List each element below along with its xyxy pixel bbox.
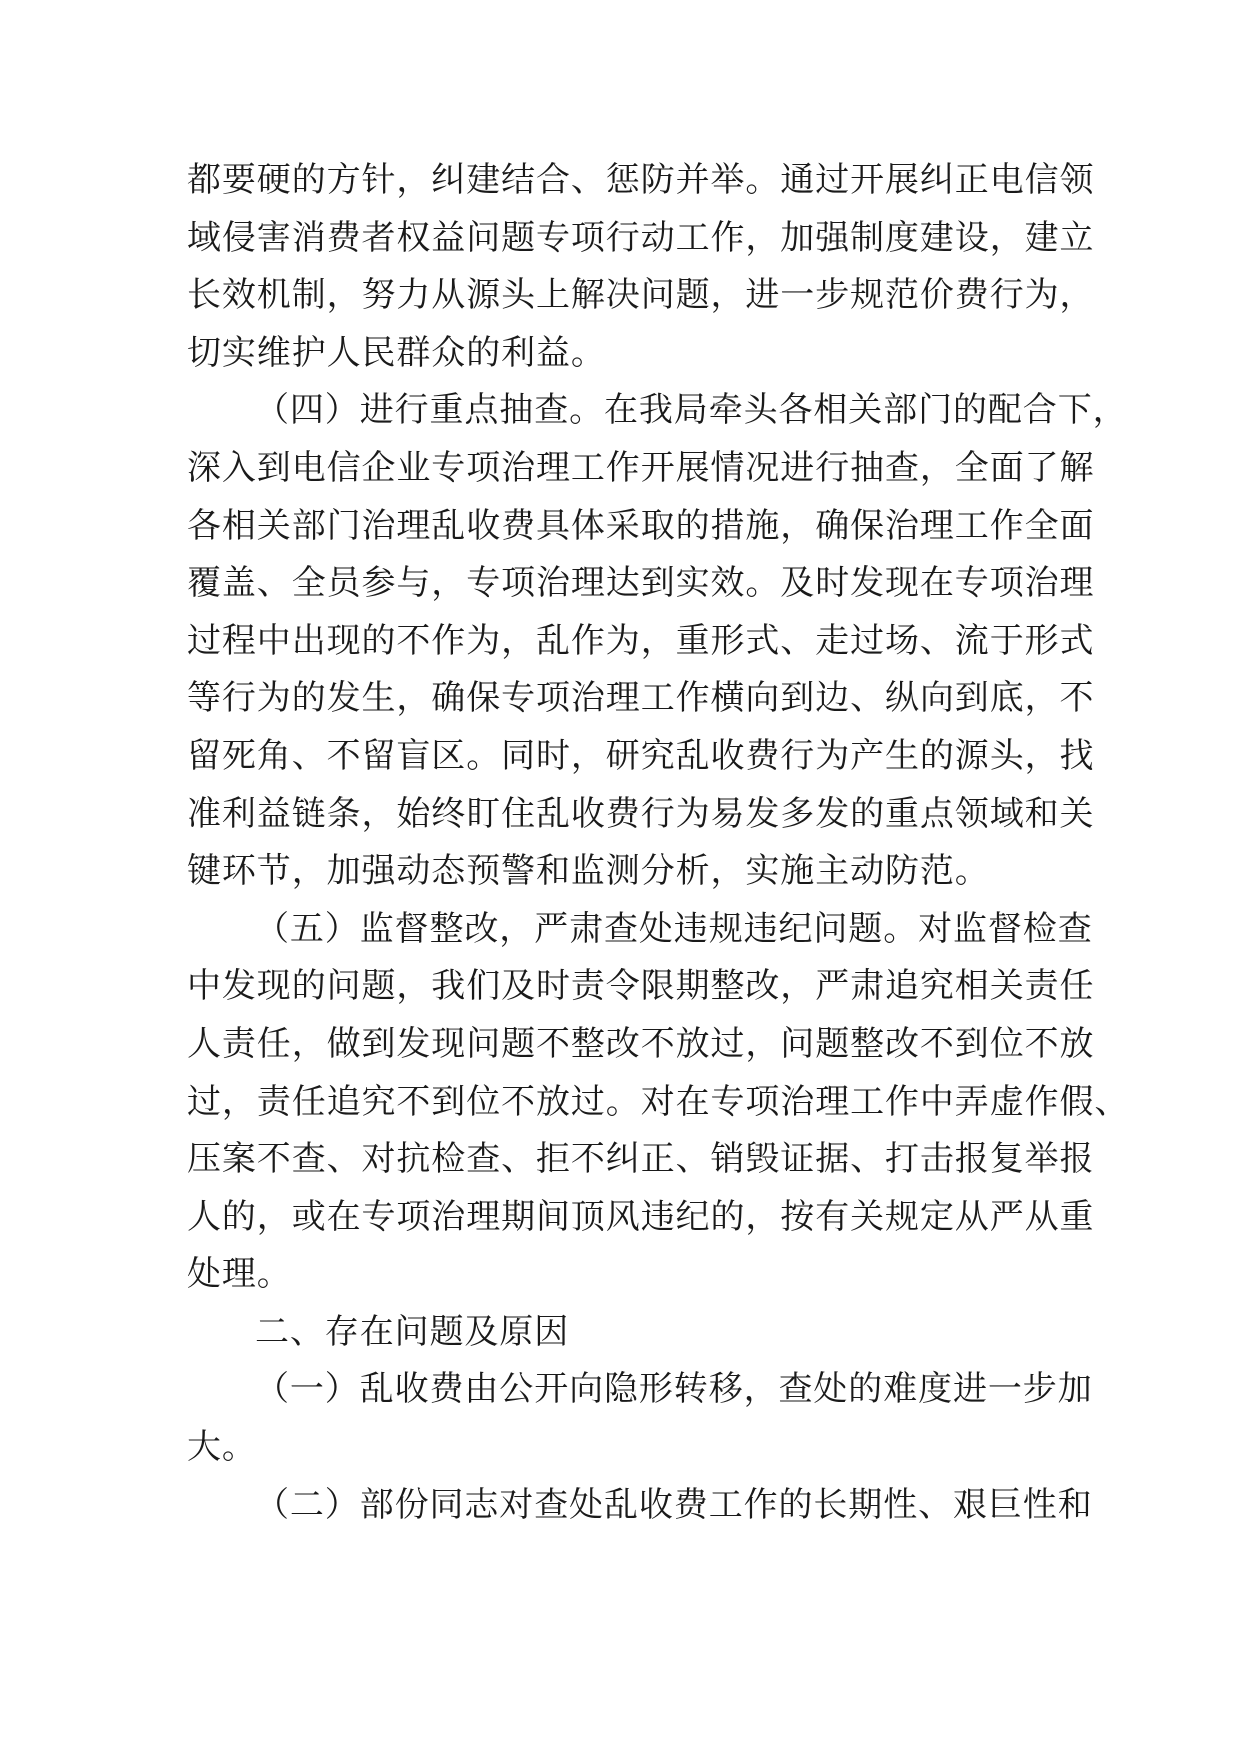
paragraph (187, 901, 1130, 1304)
paragraph (187, 1304, 1087, 1362)
text-line: 大。 (187, 1427, 257, 1468)
text-line: 等行为的发生，确保专项治理工作横向到边、纵向到底，不 (187, 678, 1095, 719)
text-line: 切实维护人民群众的利益。 (187, 332, 606, 373)
text-line: 长效机制，努力从源头上解决问题，进一步规范价费行为， (187, 275, 1095, 316)
text-line: 覆盖、全员参与，专项治理达到实效。及时发现在专项治理 (187, 563, 1095, 604)
text-line: 人责任，做到发现问题不整改不放过，问题整改不到位不放 (187, 1023, 1095, 1064)
text-line: （二）部份同志对查处乱收费工作的长期性、艰巨性和 (255, 1484, 1093, 1525)
document-page (187, 152, 1130, 1534)
text-line: 人的，或在专项治理期间顶风违纪的，按有关规定从严从重 (187, 1196, 1095, 1237)
text-line: 域侵害消费者权益问题专项行动工作，加强制度建设，建立 (187, 217, 1095, 258)
text-line: 都要硬的方针，纠建结合、惩防并举。通过开展纠正电信领 (187, 160, 1095, 200)
text-line: （一）乱收费由公开向隐形转移，查处的难度进一步加 (255, 1369, 1093, 1410)
paragraph (187, 1361, 1093, 1476)
text-line: 准利益链条，始终盯住乱收费行为易发多发的重点领域和关 (187, 793, 1095, 834)
text-line: （五）监督整改，严肃查处违规违纪问题。对监督检查 (255, 908, 1093, 949)
text-line: 二、存在问题及原因 (255, 1311, 570, 1352)
paragraph (187, 1477, 1093, 1535)
text-line: 过程中出现的不作为，乱作为，重形式、走过场、流于形式 (187, 620, 1095, 661)
text-line: 各相关部门治理乱收费具体采取的措施，确保治理工作全面 (187, 505, 1095, 546)
text-line: 处理。 (187, 1254, 292, 1295)
text-line: 中发现的问题，我们及时责令限期整改，严肃追究相关责任 (187, 966, 1095, 1007)
paragraph (187, 382, 1128, 900)
paragraph (187, 152, 1095, 382)
text-line: 深入到电信企业专项治理工作开展情况进行抽查，全面了解 (187, 447, 1095, 488)
text-line: 留死角、不留盲区。同时，研究乱收费行为产生的源头，找 (187, 735, 1095, 776)
text-line: 压案不查、对抗检查、拒不纠正、销毁证据、打击报复举报 (187, 1139, 1095, 1180)
text-line: 键环节，加强动态预警和监测分析，实施主动防范。 (187, 851, 990, 892)
text-line: （四）进行重点抽查。在我局牵头各相关部门的配合下， (255, 390, 1128, 431)
text-line: 过，责任追究不到位不放过。对在专项治理工作中弄虚作假、 (187, 1081, 1130, 1122)
